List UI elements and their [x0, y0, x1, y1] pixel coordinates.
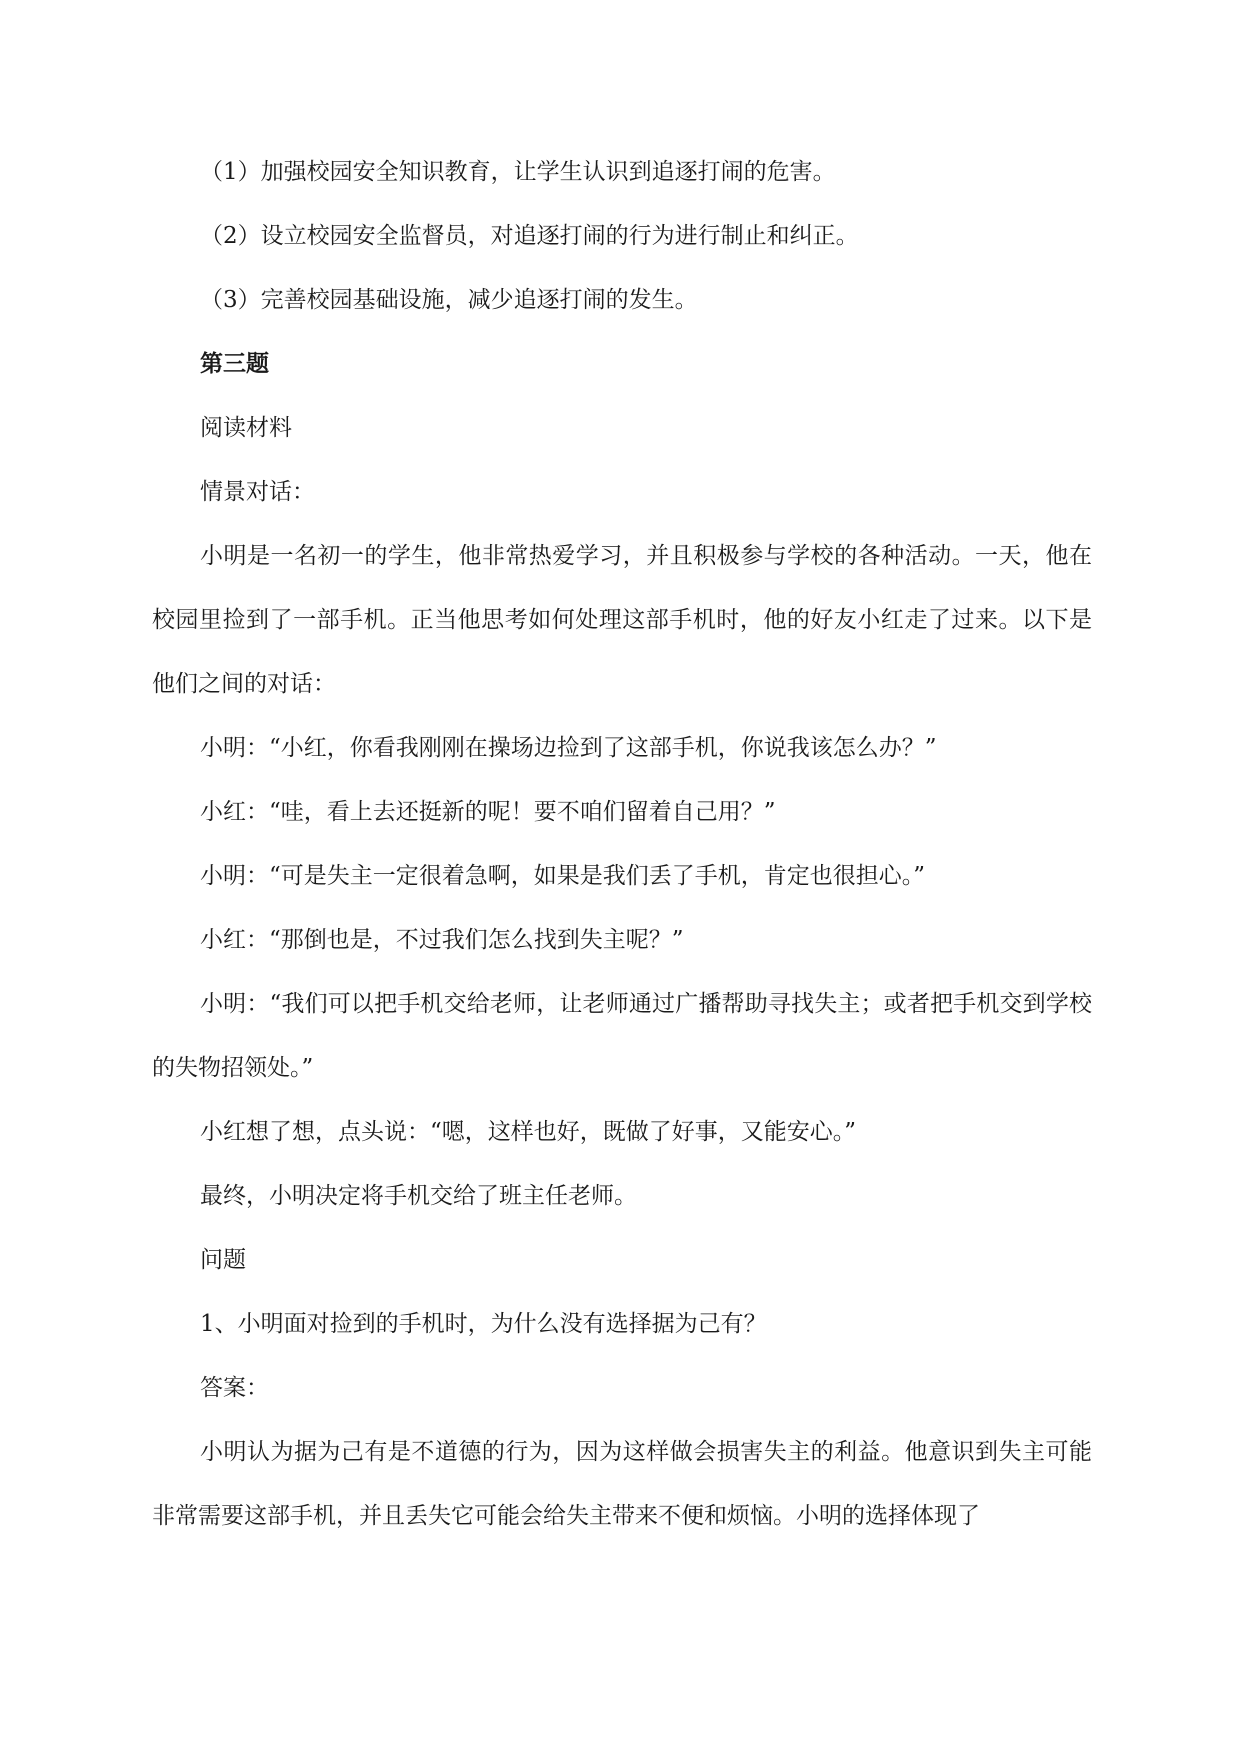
dialogue-line: 小红：“哇，看上去还挺新的呢！要不咱们留着自己用？”: [200, 799, 776, 825]
story-intro-paragraph: 小明是一名初一的学生，他非常热爱学习，并且积极参与学校的各种活动。一天，他在校园里捡到了一部手机。正当他思考如何处理这部手机时，他的好友小红走了过来。以下是他们之间的对话：: [152, 543, 1092, 697]
question-heading: 第三题: [200, 350, 269, 377]
scenario-dialogue-label: 情景对话：: [200, 479, 315, 505]
dialogue-line: 小红想了想，点头说：“嗯，这样也好，既做了好事，又能安心。”: [200, 1119, 857, 1145]
reading-material-label: 阅读材料: [200, 415, 292, 441]
document-body: [152, 140, 1092, 1548]
measure-item-3: （3）完善校园基础设施，减少追逐打闹的发生。: [200, 287, 698, 313]
dialogue-line: 小红：“那倒也是，不过我们怎么找到失主呢？”: [200, 927, 684, 953]
questions-label: 问题: [200, 1247, 246, 1273]
answer-label: 答案：: [200, 1375, 269, 1401]
answer-paragraph: 小明认为据为己有是不道德的行为，因为这样做会损害失主的利益。他意识到失主可能非常需要这部手机，并且丢失它可能会给失主带来不便和烦恼。小明的选择体现了: [152, 1439, 1092, 1529]
dialogue-line: 小明：“我们可以把手机交给老师，让老师通过广播帮助寻找失主；或者把手机交到学校的失物招领处。”: [152, 991, 1092, 1081]
story-conclusion: 最终，小明决定将手机交给了班主任老师。: [200, 1183, 637, 1209]
dialogue-line: 小明：“小红，你看我刚刚在操场边捡到了这部手机，你说我该怎么办？”: [200, 735, 937, 761]
measure-item-2: （2）设立校园安全监督员，对追逐打闹的行为进行制止和纠正。: [200, 223, 859, 249]
measure-item-1: （1）加强校园安全知识教育，让学生认识到追逐打闹的危害。: [200, 159, 836, 185]
dialogue-line: 小明：“可是失主一定很着急啊，如果是我们丢了手机，肯定也很担心。”: [200, 863, 926, 889]
question-1: 1、小明面对捡到的手机时，为什么没有选择据为己有？: [200, 1311, 767, 1337]
